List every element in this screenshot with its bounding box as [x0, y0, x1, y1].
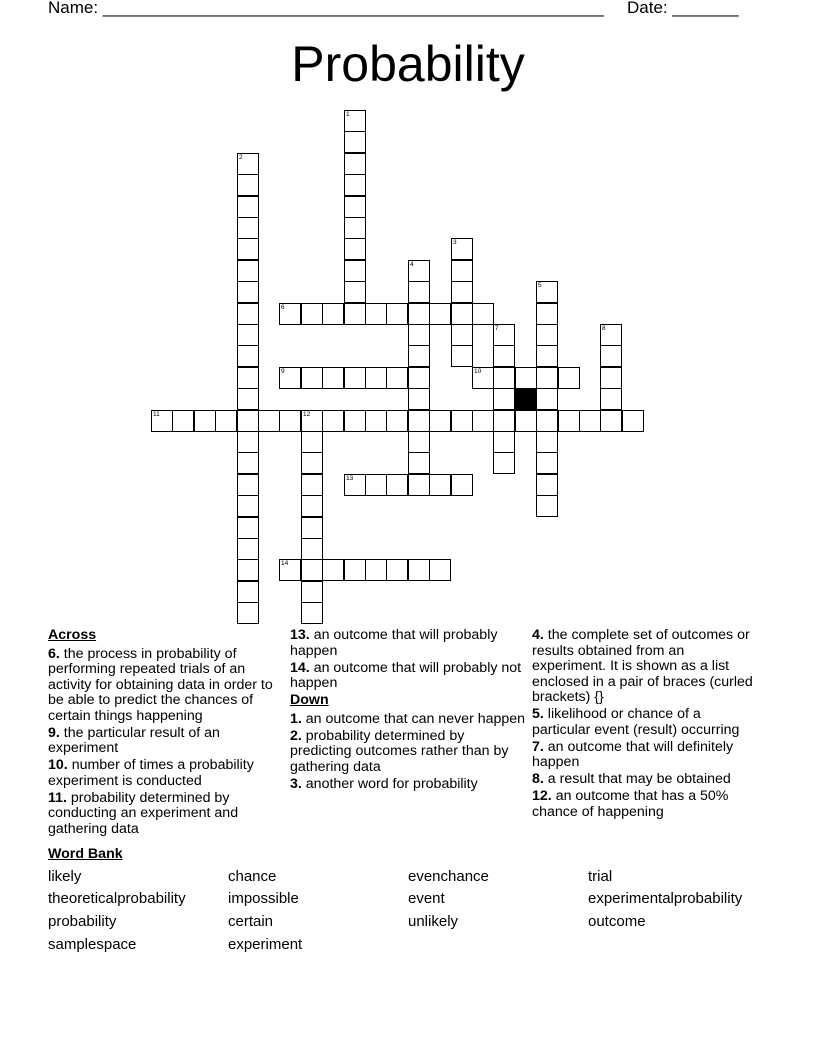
grid-cell[interactable] — [237, 559, 259, 581]
clue-down-12 — [532, 789, 762, 820]
grid-cell[interactable] — [215, 410, 237, 432]
grid-cell[interactable] — [386, 559, 408, 581]
grid-cell[interactable] — [558, 367, 580, 389]
grid-cell[interactable] — [365, 559, 387, 581]
grid-cell[interactable] — [237, 345, 259, 367]
word-bank-word: experiment — [228, 936, 303, 953]
cell-number: 6 — [281, 304, 285, 311]
clue-across-9 — [48, 726, 280, 757]
clue-text: likelihood or chance of a particular event (result) occurring — [532, 706, 740, 738]
grid-cell[interactable] — [451, 324, 473, 346]
grid-cell[interactable] — [344, 281, 366, 303]
grid-cell[interactable] — [493, 410, 515, 432]
cell-number: 2 — [239, 154, 243, 161]
clue-text: probability determined by predicting outcomes rather than by gathering data — [290, 727, 509, 775]
clue-text: the complete set of outcomes or results obtained from an experiment. It is shown as a list enclosed in a pair of braces (curled brackets) {} — [532, 627, 753, 705]
grid-cell[interactable] — [536, 410, 558, 432]
cell-number: 3 — [453, 239, 457, 246]
grid-cell[interactable] — [258, 410, 280, 432]
grid-cell[interactable] — [493, 367, 515, 389]
clue-text: an outcome that will probably not happen — [290, 659, 522, 691]
grid-cell[interactable] — [237, 431, 259, 453]
grid-cell[interactable] — [237, 153, 259, 175]
cell-number: 5 — [538, 282, 542, 289]
clue-text: an outcome that has a 50% chance of happening — [532, 788, 729, 820]
clue-number: 3. — [290, 775, 302, 792]
black-cell — [515, 388, 537, 410]
word-bank-word: event — [408, 890, 445, 907]
grid-cell[interactable] — [322, 367, 344, 389]
grid-cell[interactable] — [451, 474, 473, 496]
grid-cell[interactable] — [451, 260, 473, 282]
cell-number: 12 — [303, 411, 311, 418]
cell-number: 11 — [153, 411, 160, 418]
clues-column-2 — [290, 628, 526, 794]
clue-across-11 — [48, 791, 280, 838]
grid-cell[interactable] — [451, 238, 473, 260]
clue-text: a result that may be obtained — [547, 771, 731, 787]
grid-cell[interactable] — [301, 474, 323, 496]
grid-cell[interactable] — [237, 303, 259, 325]
clue-number: 5. — [532, 706, 544, 722]
clue-text: an outcome that can never happen — [305, 710, 526, 727]
word-bank-word: probability — [48, 913, 117, 930]
grid-cell[interactable] — [237, 238, 259, 260]
clue-text: another word for probability — [305, 775, 478, 792]
grid-cell[interactable] — [344, 131, 366, 153]
grid-cell[interactable] — [279, 410, 301, 432]
cell-number: 10 — [474, 368, 482, 375]
cell-number: 9 — [281, 368, 285, 375]
grid-cell[interactable] — [451, 410, 473, 432]
cell-number: 13 — [346, 475, 354, 482]
grid-cell[interactable] — [408, 345, 430, 367]
grid-cell[interactable] — [301, 495, 323, 517]
grid-cell[interactable] — [237, 388, 259, 410]
grid-cell[interactable] — [279, 367, 301, 389]
grid-cell[interactable] — [237, 196, 259, 218]
grid-cell[interactable] — [237, 517, 259, 539]
grid-cell[interactable] — [344, 260, 366, 282]
grid-cell[interactable] — [408, 431, 430, 453]
grid-cell[interactable] — [301, 559, 323, 581]
page-title: Probability — [291, 36, 525, 92]
grid-cell[interactable] — [451, 281, 473, 303]
cell-number: 8 — [602, 325, 606, 332]
grid-cell[interactable] — [194, 410, 216, 432]
grid-cell[interactable] — [386, 303, 408, 325]
clue-number: 14. — [290, 659, 310, 676]
clue-down-7 — [532, 740, 762, 771]
grid-cell[interactable] — [237, 474, 259, 496]
grid-cell[interactable] — [493, 324, 515, 346]
word-bank-word: impossible — [228, 890, 299, 907]
grid-cell[interactable] — [408, 388, 430, 410]
grid-cell[interactable] — [344, 196, 366, 218]
clue-number: 4. — [532, 627, 544, 643]
word-bank-word: outcome — [588, 913, 646, 930]
grid-cell[interactable] — [451, 345, 473, 367]
grid-cell[interactable] — [237, 324, 259, 346]
name-field-label: Name: _____________________________________________________ — [48, 0, 604, 17]
clue-text: an outcome that will probably happen — [290, 627, 498, 659]
grid-cell[interactable] — [344, 559, 366, 581]
clue-number: 11. — [48, 789, 67, 806]
clue-down-8 — [532, 772, 762, 788]
grid-cell[interactable] — [386, 367, 408, 389]
clue-number: 10. — [48, 757, 68, 773]
grid-cell[interactable] — [429, 303, 451, 325]
grid-cell[interactable] — [600, 324, 622, 346]
grid-cell[interactable] — [493, 345, 515, 367]
clue-text: an outcome that will definitely happen — [532, 738, 734, 770]
grid-cell[interactable] — [536, 431, 558, 453]
grid-cell[interactable] — [558, 410, 580, 432]
grid-cell[interactable] — [408, 281, 430, 303]
grid-cell[interactable] — [279, 559, 301, 581]
grid-cell[interactable] — [237, 367, 259, 389]
clues-column-1 — [48, 628, 280, 839]
grid-cell[interactable] — [237, 410, 259, 432]
word-bank-word: certain — [228, 913, 274, 930]
grid-cell[interactable] — [408, 367, 430, 389]
grid-cell[interactable] — [493, 452, 515, 474]
grid-cell[interactable] — [536, 495, 558, 517]
grid-cell[interactable] — [600, 345, 622, 367]
grid-cell[interactable] — [237, 260, 259, 282]
grid-cell[interactable] — [600, 367, 622, 389]
grid-cell[interactable] — [365, 303, 387, 325]
cell-number: 14 — [281, 560, 289, 567]
grid-cell[interactable] — [472, 367, 494, 389]
grid-cell[interactable] — [237, 174, 259, 196]
clue-number: 1. — [290, 710, 302, 727]
clue-text: the process in probability of performing repeated trials of an activity for obtaining data in order to be able to predict the chances of certain things happening — [48, 645, 273, 724]
grid-cell[interactable] — [536, 388, 558, 410]
clue-number: 12. — [532, 788, 552, 804]
clue-number: 9. — [48, 724, 60, 741]
grid-cell[interactable] — [301, 602, 323, 624]
grid-cell[interactable] — [301, 367, 323, 389]
grid-cell[interactable] — [344, 410, 366, 432]
grid-cell[interactable] — [451, 303, 473, 325]
grid-cell[interactable] — [237, 217, 259, 239]
clue-across-10 — [48, 758, 280, 789]
grid-cell[interactable] — [365, 367, 387, 389]
clue-text: number of times a probability experiment is conducted — [48, 757, 254, 789]
grid-cell[interactable] — [365, 474, 387, 496]
grid-cell[interactable] — [344, 238, 366, 260]
word-bank-word: trial — [588, 868, 613, 885]
grid-cell[interactable] — [322, 303, 344, 325]
grid-cell[interactable] — [237, 495, 259, 517]
clue-across-6 — [48, 647, 280, 725]
grid-cell[interactable] — [408, 559, 430, 581]
grid-cell[interactable] — [408, 410, 430, 432]
grid-cell[interactable] — [386, 410, 408, 432]
clue-number: 13. — [290, 627, 310, 643]
word-bank-title: Word Bank — [48, 846, 123, 862]
clue-number: 6. — [48, 645, 60, 662]
grid-cell[interactable] — [429, 474, 451, 496]
grid-cell[interactable] — [344, 110, 366, 132]
down-heading: Down — [290, 692, 329, 708]
clue-down-3 — [290, 777, 526, 793]
clue-across-13 — [290, 628, 526, 659]
grid-cell[interactable] — [301, 517, 323, 539]
grid-cell[interactable] — [493, 431, 515, 453]
word-bank-word: evenchance — [408, 868, 489, 885]
grid-cell[interactable] — [301, 431, 323, 453]
date-field-label: Date: _______ — [627, 0, 739, 17]
grid-cell[interactable] — [172, 410, 194, 432]
grid-cell[interactable] — [536, 345, 558, 367]
clue-down-1 — [290, 712, 526, 728]
clue-down-2 — [290, 729, 526, 776]
grid-cell[interactable] — [579, 410, 601, 432]
grid-cell[interactable] — [472, 303, 494, 325]
grid-cell[interactable] — [322, 559, 344, 581]
grid-cell[interactable] — [600, 410, 622, 432]
grid-cell[interactable] — [515, 367, 537, 389]
grid-cell[interactable] — [237, 538, 259, 560]
word-bank-word: likely — [48, 868, 82, 885]
grid-cell[interactable] — [408, 452, 430, 474]
word-bank-word: chance — [228, 868, 277, 885]
grid-cell[interactable] — [536, 281, 558, 303]
grid-cell[interactable] — [386, 474, 408, 496]
grid-cell[interactable] — [515, 410, 537, 432]
cell-number: 4 — [410, 261, 414, 268]
grid-cell[interactable] — [622, 410, 644, 432]
grid-cell[interactable] — [344, 174, 366, 196]
grid-cell[interactable] — [322, 410, 344, 432]
grid-cell[interactable] — [151, 410, 173, 432]
grid-cell[interactable] — [493, 388, 515, 410]
grid-cell[interactable] — [536, 324, 558, 346]
clue-down-5 — [532, 707, 762, 738]
across-heading: Across — [48, 627, 97, 643]
grid-cell[interactable] — [408, 474, 430, 496]
grid-cell[interactable] — [536, 452, 558, 474]
word-bank-word: experimentalprobability — [588, 890, 743, 907]
grid-cell[interactable] — [237, 452, 259, 474]
clue-number: 8. — [532, 771, 544, 787]
grid-cell[interactable] — [408, 303, 430, 325]
clue-down-4 — [532, 628, 762, 706]
grid-cell[interactable] — [301, 303, 323, 325]
grid-cell[interactable] — [344, 474, 366, 496]
clues-column-3 — [532, 628, 762, 822]
grid-cell[interactable] — [408, 324, 430, 346]
grid-cell[interactable] — [301, 581, 323, 603]
grid-cell[interactable] — [536, 474, 558, 496]
grid-cell[interactable] — [344, 153, 366, 175]
grid-cell[interactable] — [237, 581, 259, 603]
clue-number: 2. — [290, 727, 302, 744]
clue-across-14 — [290, 661, 526, 692]
grid-cell[interactable] — [408, 260, 430, 282]
cell-number: 7 — [495, 325, 499, 332]
grid-cell[interactable] — [344, 303, 366, 325]
grid-cell[interactable] — [429, 559, 451, 581]
grid-cell[interactable] — [600, 388, 622, 410]
grid-cell[interactable] — [237, 602, 259, 624]
grid-cell[interactable] — [536, 303, 558, 325]
grid-cell[interactable] — [237, 281, 259, 303]
cell-number: 1 — [346, 111, 350, 118]
clue-text: the particular result of an experiment — [48, 724, 220, 756]
grid-cell[interactable] — [279, 303, 301, 325]
grid-cell[interactable] — [301, 538, 323, 560]
grid-cell[interactable] — [472, 410, 494, 432]
clue-number: 7. — [532, 738, 544, 755]
grid-cell[interactable] — [301, 452, 323, 474]
grid-cell[interactable] — [344, 367, 366, 389]
word-bank-word: theoreticalprobability — [48, 890, 186, 907]
grid-cell[interactable] — [301, 410, 323, 432]
grid-cell[interactable] — [429, 410, 451, 432]
grid-cell[interactable] — [536, 367, 558, 389]
word-bank-word: unlikely — [408, 913, 459, 930]
word-bank-word: samplespace — [48, 936, 137, 953]
grid-cell[interactable] — [344, 217, 366, 239]
clue-text: probability determined by conducting an experiment and gathering data — [48, 789, 239, 837]
grid-cell[interactable] — [365, 410, 387, 432]
